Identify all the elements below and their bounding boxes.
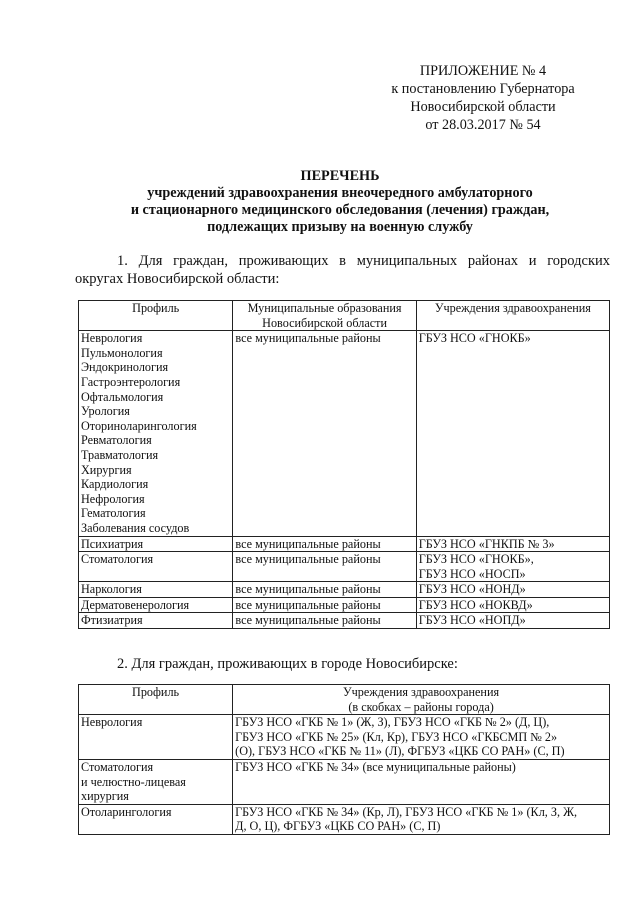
- header-institutions: Учреждения здравоохранения (в скобках – районы города): [233, 685, 610, 715]
- profile-cell-line: Неврология: [81, 331, 143, 346]
- profile-cell-line: Стоматология: [81, 552, 154, 567]
- appendix-resolution: к постановлению Губернатора: [391, 81, 575, 97]
- profile-cell: [79, 759, 233, 804]
- header-profile: Профиль: [79, 685, 233, 715]
- institution-cell: [416, 597, 609, 613]
- table-row: [79, 552, 610, 582]
- title-line-1: ПЕРЕЧЕНЬ: [300, 168, 380, 184]
- header-profile: Профиль: [79, 301, 233, 331]
- institution-cell-line: ГБУЗ НСО «ГНКПБ № 3»: [418, 536, 555, 551]
- municipal-cell: все муниципальные районы: [233, 552, 416, 582]
- institution-cell-line: ГБУЗ НСО «ГКБ № 34» (все муниципальные районы): [235, 759, 516, 774]
- institution-cell-line: ГБУЗ НСО «НОПД»: [418, 613, 526, 628]
- institution-cell-line: ГБУЗ НСО «НОНД»: [418, 582, 526, 597]
- municipal-cell: все муниципальные районы: [233, 597, 416, 613]
- profile-cell-line: Наркология: [81, 582, 142, 597]
- section-1-heading: [75, 252, 610, 288]
- profile-cell: [79, 582, 233, 598]
- profile-cell: [79, 715, 233, 760]
- profile-cell: [79, 331, 233, 536]
- profile-cell-line: Ревматология: [81, 433, 152, 448]
- institution-cell: [416, 613, 609, 629]
- table-row: [79, 715, 610, 760]
- profile-cell-line: Пульмонология: [81, 345, 163, 360]
- regions-table: [78, 300, 610, 629]
- profile-cell-line: Хирургия: [81, 462, 132, 477]
- profile-cell-line: Отоларингология: [81, 804, 172, 819]
- institution-cell: [416, 582, 609, 598]
- appendix-region: Новосибирской области: [410, 99, 556, 115]
- profile-cell-line: Урология: [81, 404, 130, 419]
- table-row: [79, 759, 610, 804]
- appendix-number: ПРИЛОЖЕНИЕ № 4: [419, 63, 547, 79]
- institution-cell-line: ГБУЗ НСО «НОКВД»: [418, 597, 533, 612]
- profile-cell-line: Гастроэнтерология: [81, 374, 181, 389]
- profile-cell-line: Стоматология: [81, 759, 154, 774]
- institution-cell: [233, 715, 610, 760]
- table-row: [79, 582, 610, 598]
- section-1-line-2: округах Новосибирской области:: [75, 271, 280, 287]
- appendix-header: [368, 62, 598, 134]
- profile-cell-line: Заболевания сосудов: [81, 520, 190, 535]
- table-row: [79, 597, 610, 613]
- institution-cell: [416, 536, 609, 552]
- municipal-cell: все муниципальные районы: [233, 582, 416, 598]
- municipal-cell: все муниципальные районы: [233, 331, 416, 536]
- header-institutions: Учреждения здравоохранения: [416, 301, 609, 331]
- table-row: [79, 536, 610, 552]
- document-title: [60, 168, 620, 236]
- appendix-date: от 28.03.2017 № 54: [425, 117, 541, 133]
- profile-cell-line: Неврология: [81, 715, 143, 730]
- profile-cell-line: и челюстно-лицевая: [81, 774, 186, 789]
- section-2-heading: 2. Для граждан, проживающих в городе Новосибирске:: [117, 656, 458, 672]
- institution-cell: [416, 552, 609, 582]
- institution-cell: [233, 759, 610, 804]
- table-row: [79, 804, 610, 834]
- section-1-line-1: 1. Для граждан, проживающих в муниципальных районах и городских: [117, 253, 610, 269]
- table-row: [79, 613, 610, 629]
- institution-cell-line: ГБУЗ НСО «ГКБ № 1» (Ж, З), ГБУЗ НСО «ГКБ № 2» (Д, Ц),: [235, 715, 550, 730]
- institution-cell: [416, 331, 609, 536]
- profile-cell-line: Психиатрия: [81, 536, 144, 551]
- profile-cell-line: Нефрология: [81, 491, 145, 506]
- city-table-body: [79, 715, 610, 835]
- title-line-4: подлежащих призыву на военную службу: [207, 219, 473, 235]
- city-table: [78, 684, 610, 835]
- municipal-cell: все муниципальные районы: [233, 613, 416, 629]
- profile-cell: [79, 804, 233, 834]
- profile-cell-line: Эндокринология: [81, 360, 169, 375]
- profile-cell-line: Дерматовенерология: [81, 597, 190, 612]
- institution-cell-line: ГБУЗ НСО «ГКБ № 25» (Кл, Кр), ГБУЗ НСО «ГКБСМП № 2»: [235, 729, 558, 744]
- profile-cell-line: Кардиология: [81, 477, 149, 492]
- profile-cell: [79, 597, 233, 613]
- regions-table-header: [79, 301, 610, 331]
- institution-cell-line: ГБУЗ НСО «ГНОКБ»: [418, 331, 531, 346]
- institution-cell-line: Д, О, Ц), ФГБУЗ «ЦКБ СО РАН» (С, П): [235, 819, 441, 834]
- profile-cell-line: Травматология: [81, 447, 159, 462]
- profile-cell: [79, 552, 233, 582]
- title-line-3: и стационарного медицинского обследования (лечения) граждан,: [130, 202, 550, 218]
- institution-cell-line: ГБУЗ НСО «ГНОКБ»,: [418, 552, 534, 567]
- table-row: [79, 331, 610, 536]
- profile-cell: [79, 613, 233, 629]
- city-table-header: [79, 685, 610, 715]
- regions-table-body: [79, 331, 610, 629]
- profile-cell-line: Гематология: [81, 506, 146, 521]
- profile-cell-line: Офтальмология: [81, 389, 164, 404]
- profile-cell-line: Оториноларингология: [81, 418, 197, 433]
- institution-cell-line: (О), ГБУЗ НСО «ГКБ № 11» (Л), ФГБУЗ «ЦКБ СО РАН» (С, П): [235, 744, 565, 759]
- profile-cell-line: Фтизиатрия: [81, 613, 143, 628]
- profile-cell: [79, 536, 233, 552]
- institution-cell-line: ГБУЗ НСО «НОСП»: [418, 566, 526, 581]
- institution-cell: [233, 804, 610, 834]
- header-municipal: Муниципальные образования Новосибирской области: [233, 301, 416, 331]
- municipal-cell: все муниципальные районы: [233, 536, 416, 552]
- profile-cell-line: хирургия: [81, 789, 129, 804]
- title-line-2: учреждений здравоохранения внеочередного амбулаторного: [147, 185, 533, 201]
- institution-cell-line: ГБУЗ НСО «ГКБ № 34» (Кр, Л), ГБУЗ НСО «ГКБ № 1» (Кл, З, Ж,: [235, 804, 578, 819]
